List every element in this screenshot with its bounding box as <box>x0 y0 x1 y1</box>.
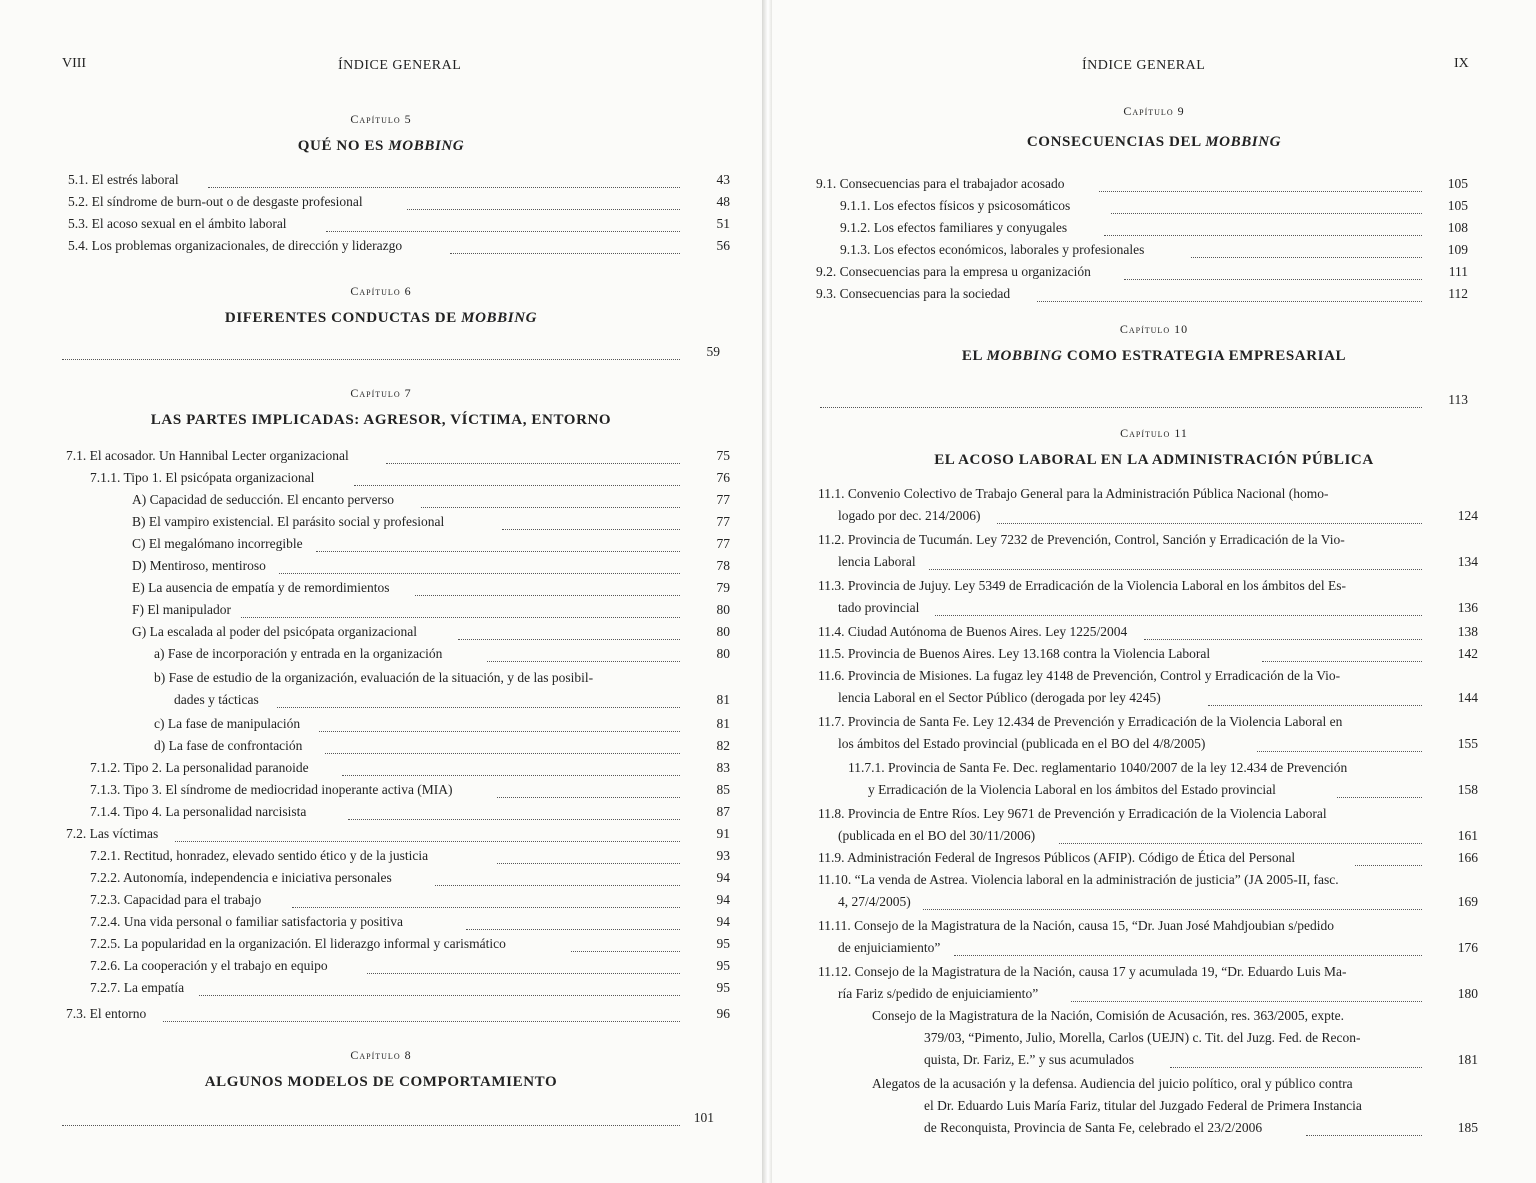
toc-leader-dots <box>929 569 1422 570</box>
toc-entry-text: 7.1.4. Tipo 4. La personalidad narcisista <box>90 804 307 819</box>
toc-leader-dots <box>277 707 680 708</box>
chapter-7-label: Capítulo 7 <box>350 386 412 400</box>
toc-entry-text: d) La fase de confrontación <box>154 738 303 753</box>
toc-leader-dots <box>208 187 680 188</box>
toc-leader-dots <box>997 523 1422 524</box>
toc-page-number: 134 <box>1457 554 1478 569</box>
toc-entry-text: 379/03, “Pimento, Julio, Morella, Carlos (UEJN) c. Tit. del Juzg. Fed. de Recon- <box>924 1030 1361 1045</box>
toc-leader-dots <box>1170 1067 1422 1068</box>
toc-entry-text: 11.4. Ciudad Autónoma de Buenos Aires. Ley 1225/2004 <box>818 624 1128 639</box>
toc-entry-text: B) El vampiro existencial. El parásito social y profesional <box>132 514 445 529</box>
toc-leader-dots <box>1208 705 1422 706</box>
toc-entry-text: ría Fariz s/pedido de enjuiciamiento” <box>838 986 1039 1001</box>
toc-page-number: 108 <box>1447 220 1468 235</box>
toc-entry-text: 7.2.6. La cooperación y el trabajo en equipo <box>90 958 328 973</box>
toc-leader-dots <box>1099 191 1422 192</box>
chapter-8-label: Capítulo 8 <box>350 1048 412 1062</box>
chapter-10-title: EL MOBBING COMO ESTRATEGIA EMPRESARIAL <box>961 348 1347 364</box>
toc-leader-dots <box>325 753 680 754</box>
toc-leader-dots <box>241 617 680 618</box>
chapter-11-title: EL ACOSO LABORAL EN LA ADMINISTRACIÓN PÚBLICA <box>934 452 1374 468</box>
toc-leader-dots <box>1111 213 1422 214</box>
left-page-number: VIII <box>62 56 87 71</box>
toc-page-number: 94 <box>716 892 730 907</box>
right-page <box>772 0 1536 1183</box>
toc-entry-text: de enjuiciamiento” <box>838 940 941 955</box>
toc-page-number: 48 <box>716 194 730 209</box>
toc-page-number: 43 <box>716 172 730 187</box>
toc-entry-text: 11.11. Consejo de la Magistratura de la Nación, causa 15, “Dr. Juan José Mahdjoubian s/pedido <box>818 918 1335 933</box>
toc-entry-text: D) Mentiroso, mentiroso <box>132 558 266 573</box>
toc-page-number: 138 <box>1457 624 1478 639</box>
toc-entry-text: 7.2.3. Capacidad para el trabajo <box>90 892 262 907</box>
toc-entry-text: 11.7.1. Provincia de Santa Fe. Dec. reglamentario 1040/2007 de la ley 12.434 de Prevención <box>848 760 1348 775</box>
toc-entry-text: 7.1. El acosador. Un Hannibal Lecter organizacional <box>66 448 349 463</box>
toc-entry-text: c) La fase de manipulación <box>154 716 301 731</box>
toc-entry-text: 9.1.3. Los efectos económicos, laborales y profesionales <box>840 242 1145 257</box>
toc-leader-dots <box>62 359 680 360</box>
toc-page-number: 77 <box>716 492 730 507</box>
toc-page-number: 77 <box>716 514 730 529</box>
toc-entry-text: los ámbitos del Estado provincial (publicada en el BO del 4/8/2005) <box>838 736 1206 751</box>
toc-leader-dots <box>1059 843 1422 844</box>
chapter-6-label: Capítulo 6 <box>350 284 412 298</box>
toc-leader-dots <box>450 253 680 254</box>
toc-entry-text: 7.2. Las víctimas <box>66 826 159 841</box>
toc-entry-text: 11.10. “La venda de Astrea. Violencia laboral en la administración de justicia” (JA 2005-II, fasc. <box>818 872 1339 887</box>
right-running-head: ÍNDICE GENERAL <box>1082 58 1206 73</box>
toc-entry-text: 7.3. El entorno <box>66 1006 147 1021</box>
toc-entry-text: (publicada en el BO del 30/11/2006) <box>838 828 1036 843</box>
toc-leader-dots <box>407 209 680 210</box>
toc-entry-text: de Reconquista, Provincia de Santa Fe, celebrado el 23/2/2006 <box>924 1120 1263 1135</box>
chapter-9-label: Capítulo 9 <box>1123 104 1185 118</box>
toc-leader-dots <box>497 797 680 798</box>
toc-entry-text: E) La ausencia de empatía y de remordimientos <box>132 580 390 595</box>
toc-page-number: 91 <box>716 826 730 841</box>
toc-page-number: 95 <box>716 936 730 951</box>
toc-page-number: 93 <box>716 848 730 863</box>
chapter-7-title: LAS PARTES IMPLICADAS: AGRESOR, VÍCTIMA, ENTORNO <box>150 412 612 428</box>
toc-entry-text: 9.2. Consecuencias para la empresa u organización <box>816 264 1091 279</box>
toc-leader-dots <box>1337 797 1422 798</box>
left-page <box>0 0 762 1183</box>
toc-leader-dots <box>326 231 680 232</box>
toc-page-number: 105 <box>1447 198 1468 213</box>
right-page-number: IX <box>1454 56 1469 71</box>
toc-leader-dots <box>466 929 680 930</box>
chapter-9-title: CONSECUENCIAS DEL MOBBING <box>1026 134 1282 150</box>
toc-page-number: 101 <box>693 1110 714 1125</box>
toc-entry-text: y Erradicación de la Violencia Laboral en los ámbitos del Estado provincial <box>868 782 1276 797</box>
toc-entry-text: 5.1. El estrés laboral <box>68 172 179 187</box>
toc-page-number: 94 <box>716 914 730 929</box>
toc-entry-text: 11.8. Provincia de Entre Ríos. Ley 9671 de Prevención y Erradicación de la Violencia Laboral <box>818 806 1327 821</box>
toc-leader-dots <box>1306 1135 1422 1136</box>
toc-entry-text: 11.6. Provincia de Misiones. La fugaz ley 4148 de Prevención, Control y Erradicación de la Vio- <box>818 668 1341 683</box>
toc-leader-dots <box>1071 1001 1422 1002</box>
toc-leader-dots <box>386 463 680 464</box>
toc-leader-dots <box>458 639 680 640</box>
toc-leader-dots <box>367 973 680 974</box>
toc-page-number: 166 <box>1457 850 1478 865</box>
toc-entry-text: 11.2. Provincia de Tucumán. Ley 7232 de Prevención, Control, Sanción y Erradicación de la Vio- <box>818 532 1345 547</box>
toc-page-number: 59 <box>706 344 720 359</box>
toc-entry-text: 7.1.2. Tipo 2. La personalidad paranoide <box>90 760 309 775</box>
toc-entry-text: 11.1. Convenio Colectivo de Trabajo General para la Administración Pública Nacional (homo- <box>818 486 1329 501</box>
toc-page-number: 142 <box>1457 646 1478 661</box>
chapter-6-title: DIFERENTES CONDUCTAS DE MOBBING <box>224 310 538 326</box>
toc-entry-text: 4, 27/4/2005) <box>838 894 911 909</box>
toc-entry-text: quista, Dr. Fariz, E.” y sus acumulados <box>924 1052 1134 1067</box>
toc-page-number: 169 <box>1457 894 1478 909</box>
toc-page-number: 113 <box>1448 392 1468 407</box>
toc-page-number: 105 <box>1447 176 1468 191</box>
toc-entry-text: lencia Laboral <box>838 554 916 569</box>
toc-page-number: 78 <box>716 558 730 573</box>
toc-leader-dots <box>1257 751 1422 752</box>
toc-page-number: 112 <box>1448 286 1468 301</box>
toc-page-number: 124 <box>1457 508 1478 523</box>
chapter-5-title: QUÉ NO ES MOBBING <box>297 138 465 154</box>
toc-page-number: 83 <box>716 760 730 775</box>
toc-leader-dots <box>319 731 680 732</box>
toc-entry-text: 9.1. Consecuencias para el trabajador acosado <box>816 176 1065 191</box>
toc-page-number: 94 <box>716 870 730 885</box>
toc-page-number: 77 <box>716 536 730 551</box>
toc-entry-text: 7.2.2. Autonomía, independencia e iniciativa personales <box>90 870 392 885</box>
toc-entry-text: 7.1.1. Tipo 1. El psicópata organizacional <box>90 470 315 485</box>
toc-page-number: 180 <box>1457 986 1478 1001</box>
chapter-8-title: ALGUNOS MODELOS DE COMPORTAMIENTO <box>204 1074 558 1090</box>
toc-leader-dots <box>175 841 680 842</box>
toc-entry-text: 5.2. El síndrome de burn-out o de desgaste profesional <box>68 194 363 209</box>
toc-entry-text: 11.7. Provincia de Santa Fe. Ley 12.434 de Prevención y Erradicación de la Violencia Laboral en <box>818 714 1343 729</box>
toc-leader-dots <box>1144 639 1422 640</box>
toc-leader-dots <box>935 615 1422 616</box>
toc-leader-dots <box>348 819 680 820</box>
toc-leader-dots <box>1037 301 1422 302</box>
toc-leader-dots <box>820 407 1422 408</box>
toc-page-number: 109 <box>1447 242 1468 257</box>
toc-entry-text: 7.1.3. Tipo 3. El síndrome de mediocridad inoperante activa (MIA) <box>90 782 453 797</box>
toc-entry-text: a) Fase de incorporación y entrada en la organización <box>154 646 443 661</box>
toc-page-number: 95 <box>716 958 730 973</box>
toc-entry-text: tado provincial <box>838 600 920 615</box>
toc-page-number: 136 <box>1457 600 1478 615</box>
toc-page-number: 181 <box>1457 1052 1478 1067</box>
toc-entry-text: 11.9. Administración Federal de Ingresos Públicos (AFIP). Código de Ética del Personal <box>818 850 1296 865</box>
toc-page-number: 80 <box>716 624 730 639</box>
toc-entry-text: 7.2.1. Rectitud, honradez, elevado sentido ético y de la justicia <box>90 848 429 863</box>
chapter-10-label: Capítulo 10 <box>1119 322 1189 336</box>
toc-page-number: 79 <box>716 580 730 595</box>
toc-page-number: 144 <box>1457 690 1478 705</box>
toc-entry-text: b) Fase de estudio de la organización, evaluación de la situación, y de las posibil- <box>154 670 594 685</box>
toc-entry-text: C) El megalómano incorregible <box>132 536 303 551</box>
toc-leader-dots <box>292 907 680 908</box>
toc-entry-text: 11.3. Provincia de Jujuy. Ley 5349 de Erradicación de la Violencia Laboral en los ámbitos del Es- <box>818 578 1347 593</box>
toc-page-number: 81 <box>716 692 730 707</box>
toc-leader-dots <box>354 485 680 486</box>
toc-page-number: 87 <box>716 804 730 819</box>
toc-leader-dots <box>421 507 680 508</box>
toc-entry-text: 5.4. Los problemas organizacionales, de dirección y liderazgo <box>68 238 403 253</box>
toc-entry-text: Consejo de la Magistratura de la Nación, Comisión de Acusación, res. 363/2005, expte. <box>872 1008 1345 1023</box>
toc-leader-dots <box>1191 257 1422 258</box>
toc-leader-dots <box>342 775 680 776</box>
toc-entry-text: logado por dec. 214/2006) <box>838 508 981 523</box>
toc-entry-text: lencia Laboral en el Sector Público (derogada por ley 4245) <box>838 690 1161 705</box>
toc-entry-text: 9.1.2. Los efectos familiares y conyugales <box>840 220 1068 235</box>
toc-leader-dots <box>1104 235 1422 236</box>
toc-leader-dots <box>435 885 680 886</box>
toc-page-number: 111 <box>1448 264 1468 279</box>
toc-leader-dots <box>62 1125 680 1126</box>
toc-entry-text: 9.1.1. Los efectos físicos y psicosomáticos <box>840 198 1071 213</box>
toc-page-number: 96 <box>716 1006 730 1021</box>
toc-entry-text: F) El manipulador <box>132 602 231 617</box>
toc-entry-text: Alegatos de la acusación y la defensa. Audiencia del juicio político, oral y público contra <box>872 1076 1353 1091</box>
toc-leader-dots <box>1355 865 1422 866</box>
toc-page-number: 80 <box>716 602 730 617</box>
chapter-5-label: Capítulo 5 <box>350 112 412 126</box>
toc-leader-dots <box>571 951 680 952</box>
toc-leader-dots <box>163 1021 680 1022</box>
toc-page-number: 85 <box>716 782 730 797</box>
toc-leader-dots <box>954 955 1422 956</box>
toc-page-number: 56 <box>716 238 730 253</box>
toc-leader-dots <box>487 661 680 662</box>
toc-entry-text: 11.12. Consejo de la Magistratura de la Nación, causa 17 y acumulada 19, “Dr. Eduardo Luis Ma- <box>818 964 1347 979</box>
toc-leader-dots <box>199 995 680 996</box>
toc-page-number: 155 <box>1457 736 1478 751</box>
toc-page-number: 185 <box>1457 1120 1478 1135</box>
toc-page-number: 75 <box>716 448 730 463</box>
toc-leader-dots <box>923 909 1422 910</box>
toc-page-number: 161 <box>1457 828 1478 843</box>
toc-entry-text: el Dr. Eduardo Luis María Fariz, titular del Juzgado Federal de Primera Instancia <box>924 1098 1362 1113</box>
toc-leader-dots <box>1262 661 1422 662</box>
toc-leader-dots <box>415 595 680 596</box>
toc-entry-text: dades y tácticas <box>174 692 259 707</box>
left-running-head: ÍNDICE GENERAL <box>338 58 462 73</box>
toc-leader-dots <box>1124 279 1422 280</box>
toc-leader-dots <box>279 573 680 574</box>
toc-leader-dots <box>502 529 680 530</box>
toc-page-number: 76 <box>716 470 730 485</box>
toc-page-number: 82 <box>716 738 730 753</box>
gutter <box>762 0 772 1183</box>
toc-entry-text: 11.5. Provincia de Buenos Aires. Ley 13.168 contra la Violencia Laboral <box>818 646 1211 661</box>
toc-page-number: 158 <box>1457 782 1478 797</box>
toc-entry-text: 7.2.4. Una vida personal o familiar satisfactoria y positiva <box>90 914 404 929</box>
toc-page-number: 95 <box>716 980 730 995</box>
toc-entry-text: G) La escalada al poder del psicópata organizacional <box>132 624 417 639</box>
toc-entry-text: 9.3. Consecuencias para la sociedad <box>816 286 1011 301</box>
toc-entry-text: A) Capacidad de seducción. El encanto perverso <box>132 492 395 507</box>
toc-page-number: 51 <box>716 216 730 231</box>
toc-leader-dots <box>497 863 680 864</box>
toc-page-number: 80 <box>716 646 730 661</box>
chapter-11-label: Capítulo 11 <box>1120 426 1188 440</box>
toc-entry-text: 5.3. El acoso sexual en el ámbito laboral <box>68 216 287 231</box>
toc-leader-dots <box>316 551 680 552</box>
toc-page-number: 81 <box>716 716 730 731</box>
toc-page-number: 176 <box>1457 940 1478 955</box>
toc-entry-text: 7.2.5. La popularidad en la organización. El liderazgo informal y carismático <box>90 936 506 951</box>
toc-entry-text: 7.2.7. La empatía <box>90 980 185 995</box>
